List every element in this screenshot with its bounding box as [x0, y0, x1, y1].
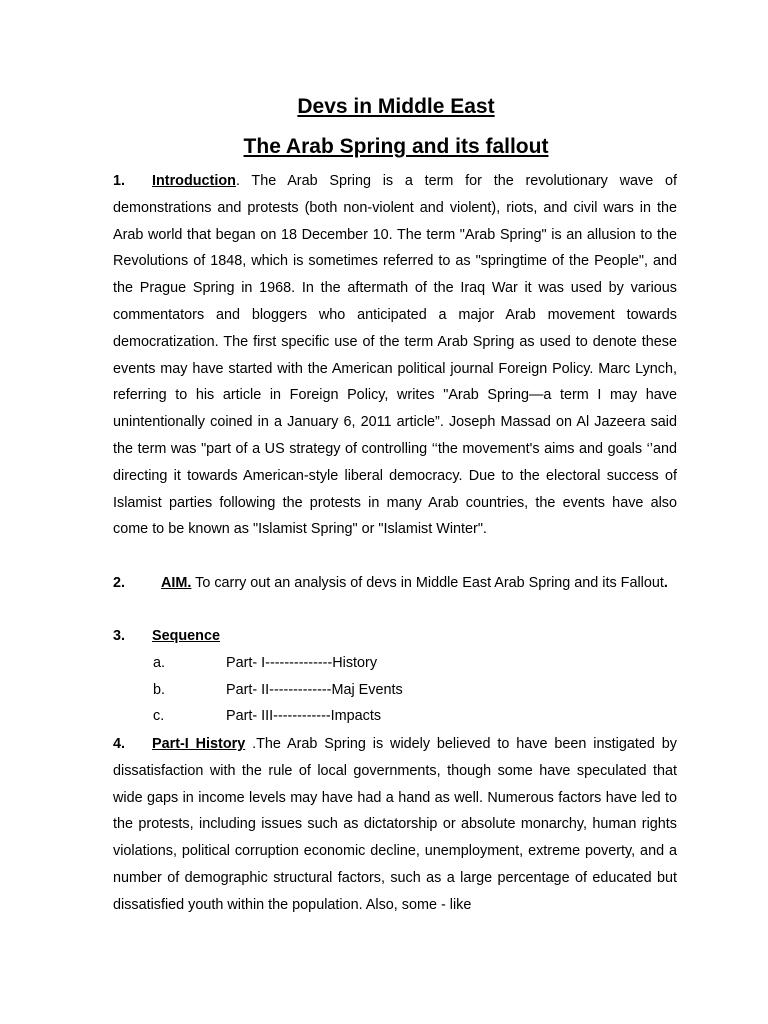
section-aim: [113, 570, 677, 597]
section-text: . The Arab Spring is a term for the revolutionary wave of demonstrations and protests (both non-violent and violent), riots, and civil wars in the Arab world that began on 18 December 10. The term "Arab Spring" is an allusion to the Revolutions of 1848, which is sometimes referred to as "springtime of the People", and the Prague Spring in 1968. In the aftermath of the Iraq War it was used by various commentators and bloggers who anticipated a major Arab movement towards democratization. The first specific use of the term Arab Spring as used to denote these events may have started with the American political journal Foreign Policy. Marc Lynch, referring to his article in Foreign Policy, writes "Arab Spring—a term I may have unintentionally coined in a January 6, 2011 article”. Joseph Massad on Al Jazeera said the term was "part of a US strategy of controlling ‘‘the movement's aims and goals ‘’and directing it towards American-style liberal democracy. Due to the electoral success of Islamist parties following the protests in many Arab countries, the events have also come to be known as "Islamist Spring" or "Islamist Winter".: [113, 173, 677, 538]
list-item: [113, 677, 677, 704]
section-heading: Introduction: [152, 173, 236, 189]
list-item: [113, 703, 677, 730]
list-item: [113, 650, 677, 677]
section-text: .The Arab Spring is widely believed to have been instigated by dissatisfaction with the rule of local governments, though some have speculated that wide gaps in income levels may have had a hand as well. Numerous factors have led to the protests, including issues such as dictatorship or absolute monarchy, human rights violations, political corruption economic decline, unemployment, extreme poverty, and a number of demographic structural factors, such as a large percentage of educated but dissatisfied youth within the population. Also, some - like: [113, 736, 677, 913]
sequence-heading-line: [113, 623, 677, 650]
history-paragraph: [113, 731, 677, 919]
introduction-paragraph: [113, 168, 677, 543]
section-number: 1.: [113, 173, 126, 189]
section-sequence: [113, 623, 677, 730]
list-item-letter: b.: [153, 681, 166, 698]
section-number: 2.: [113, 575, 126, 591]
section-text-end: .: [663, 575, 668, 591]
list-item-letter: c.: [153, 708, 165, 725]
section-introduction: [113, 168, 677, 543]
list-item-text: Part- I--------------History: [226, 654, 378, 671]
section-heading: AIM.: [161, 575, 192, 591]
document-title: Devs in Middle East: [297, 95, 495, 118]
section-heading: Part-I History: [152, 736, 246, 752]
section-number: 3.: [113, 628, 126, 644]
list-item-text: Part- III------------Impacts: [226, 708, 382, 725]
section-number: 4.: [113, 736, 126, 752]
aim-paragraph: [113, 570, 677, 597]
document-subtitle: The Arab Spring and its fallout: [243, 135, 549, 158]
list-item-text: Part- II-------------Maj Events: [226, 681, 403, 698]
list-item-letter: a.: [153, 654, 166, 671]
section-heading: Sequence: [152, 628, 220, 644]
section-text: To carry out an analysis of devs in Middle East Arab Spring and its Fallout: [191, 575, 664, 591]
section-history: [113, 731, 677, 919]
sequence-list: [113, 650, 677, 730]
